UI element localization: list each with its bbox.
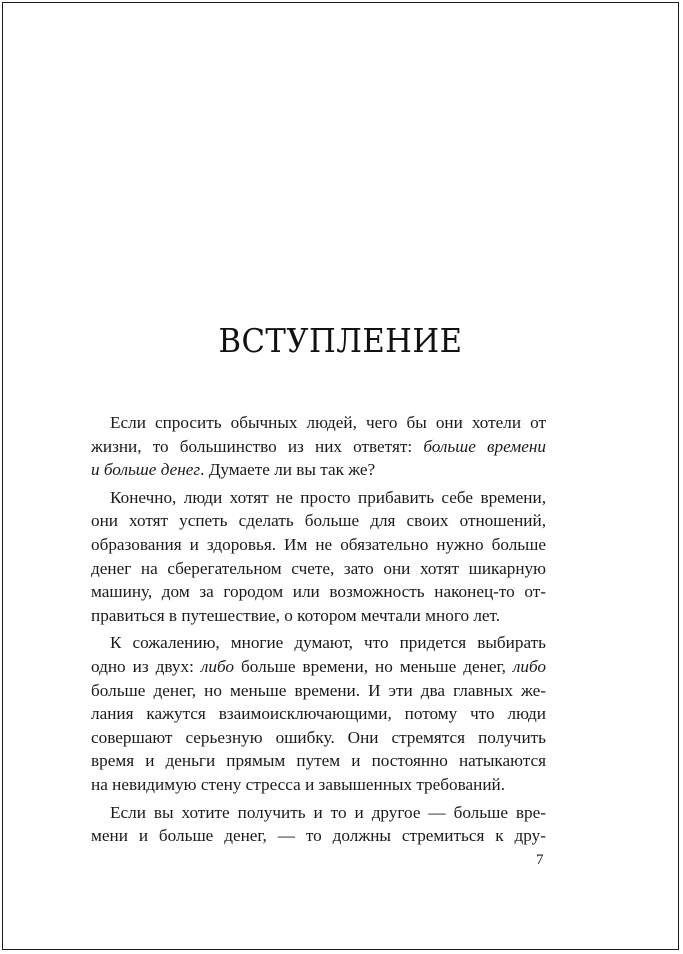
text-run: одно из двух: <box>91 656 201 676</box>
paragraph <box>91 411 546 482</box>
text-run: жизни, то большинство из них ответят: <box>91 436 424 456</box>
text-line <box>91 631 546 655</box>
text-run: машину, дом за городом или возможность наконец-то от- <box>91 582 546 602</box>
italic-text: больше времени <box>423 436 546 456</box>
text-line <box>91 749 546 773</box>
text-line <box>91 435 546 459</box>
text-run: больше денег, но меньше времени. И эти два главных же- <box>91 680 546 700</box>
text-line <box>91 458 546 482</box>
text-run: они хотят успеть сделать больше для своих отношений, <box>91 511 546 531</box>
body-text <box>91 411 546 848</box>
text-line <box>91 702 546 726</box>
text-line <box>91 801 546 825</box>
text-run: Если спросить обычных людей, чего бы они хотели от <box>110 413 546 432</box>
text-line <box>91 580 546 604</box>
text-run: совершают серьезную ошибку. Они стремятся получить <box>91 727 546 747</box>
paragraph <box>91 631 546 796</box>
text-run: правиться в путешествие, о котором мечтали много лет. <box>91 605 501 625</box>
paragraph <box>91 486 546 628</box>
text-run: образования и здоровья. Им не обязательно нужно больше <box>91 534 546 554</box>
text-run: время и деньги прямым путем и постоянно натыкаются <box>91 751 546 771</box>
text-run: К сожалению, многие думают, что придется выбирать <box>110 633 546 653</box>
text-run: Если вы хотите получить и то и другое — больше вре- <box>110 802 546 822</box>
paragraph <box>91 801 546 848</box>
text-run: больше времени, но меньше денег, <box>234 656 513 676</box>
italic-text: и больше денег <box>91 460 201 480</box>
text-line <box>91 533 546 557</box>
chapter-title: ВСТУПЛЕНИЕ <box>218 321 463 360</box>
text-run: лания кажутся взаимоисключающими, потому что люди <box>91 704 546 724</box>
text-run: . Думаете ли вы так же? <box>200 460 376 480</box>
text-line <box>91 824 546 848</box>
text-line <box>91 557 546 581</box>
text-line <box>91 726 546 750</box>
page <box>2 2 679 950</box>
text-run: мени и больше денег, — то должны стремиться к дру- <box>91 826 546 846</box>
text-line <box>91 604 546 628</box>
text-line <box>91 679 546 703</box>
text-line <box>91 773 546 797</box>
text-run: на невидимую стену стресса и завышенных требований. <box>91 774 506 794</box>
text-line <box>91 509 546 533</box>
text-line <box>91 655 546 679</box>
italic-text: либо <box>512 656 546 676</box>
text-line <box>91 486 546 510</box>
text-run: денег на сберегательном счете, зато они хотят шикарную <box>91 558 546 578</box>
page-number: 7 <box>536 852 544 868</box>
text-run: Конечно, люди хотят не просто прибавить себе времени, <box>110 487 546 507</box>
italic-text: либо <box>200 656 235 676</box>
text-line <box>91 411 546 435</box>
